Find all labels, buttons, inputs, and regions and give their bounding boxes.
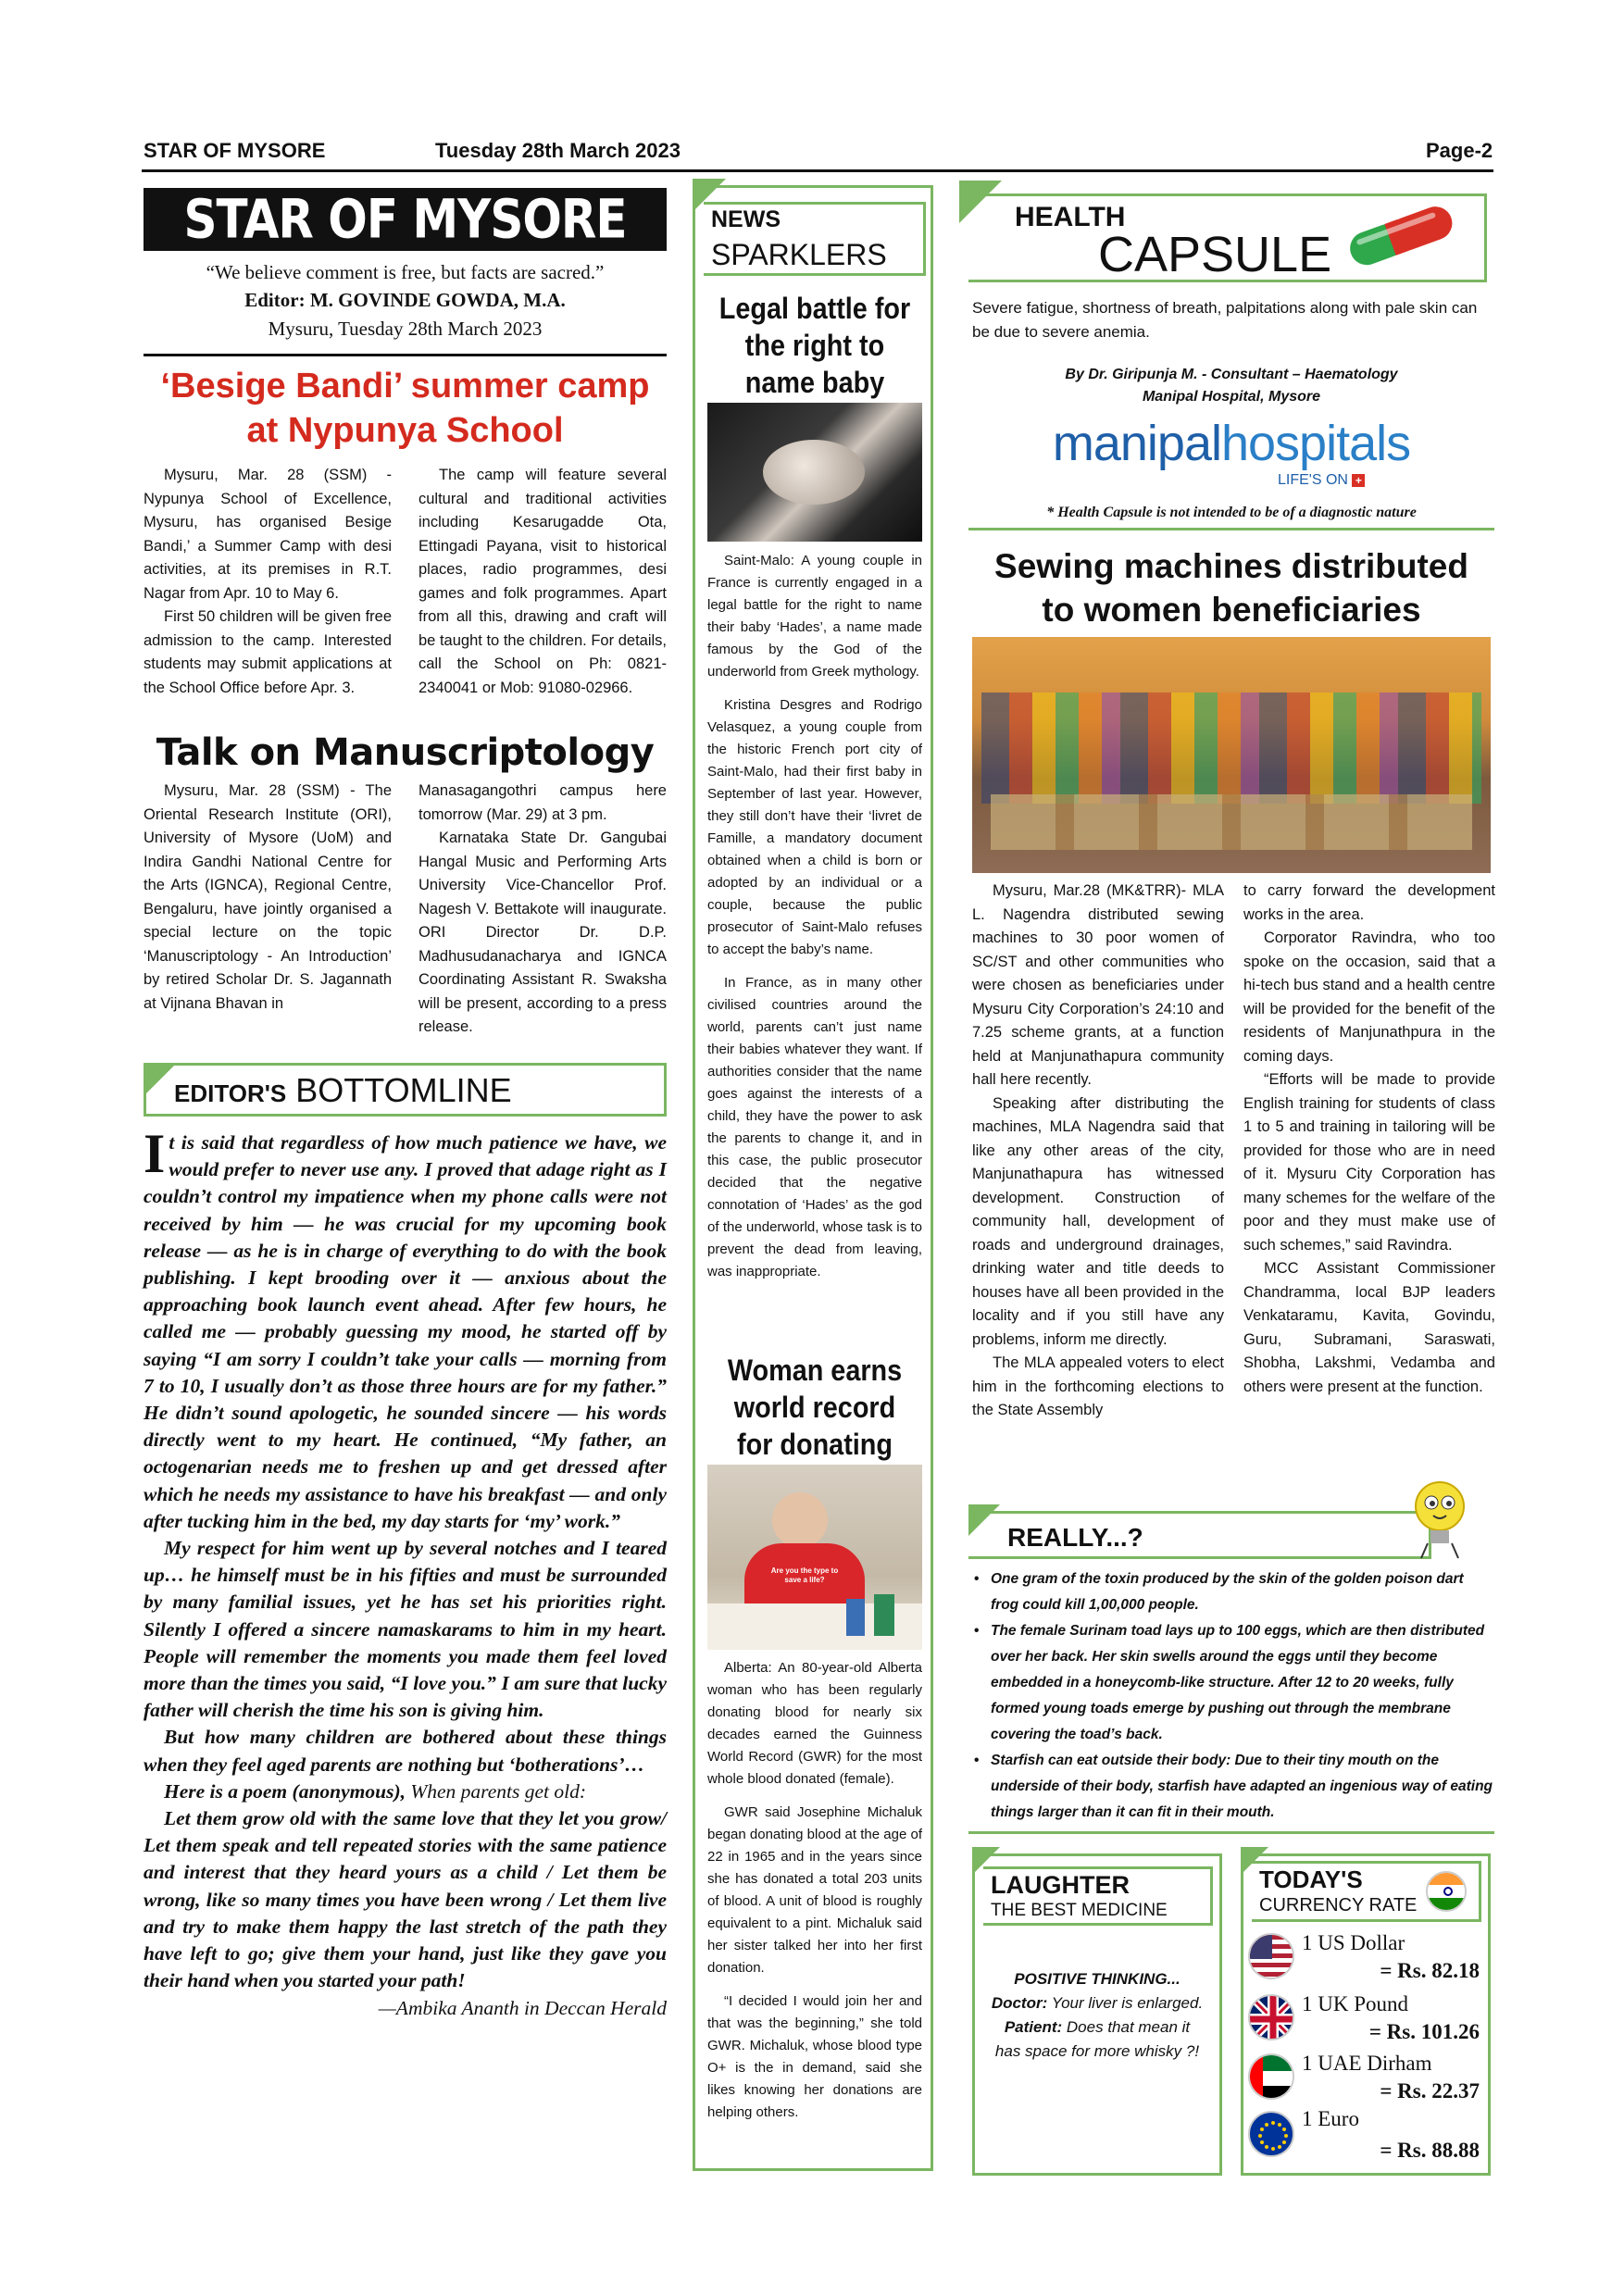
plus-icon: + [1352, 474, 1365, 487]
editorial-credit: —Ambika Ananth in Deccan Herald [378, 1996, 667, 2019]
editorial-poem: Let them grow old with the same love that they let you grow/ Let them speak and tell repeated stories with the same patience and interest that they heard yours as a child / Let them be wrong, like so many times you have been wrong / Let them live and try to make them happy the last stretch of the path they have left to go; give them your hand, just like they gave you their hand when you started your path! [144, 1807, 667, 1992]
sewing-col2 [1243, 880, 1495, 1399]
sewing-col1-para: Speaking after distributing the machines, MLA Nagendra said that like any other areas of the city, Manjunathapura has witnessed development. Construction of community hall, development of roads and underground drainages, drinking water and title deeds to houses have all been provided in the locality and if you still have any problems, inform me directly. [972, 1094, 1224, 1348]
really-item: • The female Surinam toad lays up to 100 eggs, which are then distributed over her back. Her skin swells around the eggs until they become embedded in a honeycomb-like structure. After 12 to 20 weeks, fully formed young toads emerge by pushing out through the membrane covering the toad’s back. [974, 1618, 1493, 1748]
health-label-box [968, 193, 1487, 282]
lightbulb-mascot-icon [1407, 1477, 1472, 1560]
header-date: Tuesday 28th March 2023 [435, 139, 681, 162]
laughter-label-box [983, 1866, 1213, 1926]
editorial-dropcap: I [144, 1123, 166, 1184]
sewing-col1-para: The MLA appealed voters to elect him in the forthcoming elections to the State Assembly [972, 1354, 1224, 1418]
currency-row-name: 1 UAE Dirham [1302, 2052, 1432, 2075]
sewing-headline [968, 544, 1494, 631]
laughter-title: POSITIVE THINKING... [1014, 1970, 1181, 1988]
sewing-col1-para: Mysuru, Mar.28 (MK&TRR)- MLA L. Nagendra distributed sewing machines to 30 poor women of SC/ST and other communities who were chosen as beneficiaries under Mysuru City Corporation’s 24:10 and 7.25 scheme grants, at a function held at Manjunathapura community hall here recently. [972, 882, 1224, 1088]
editorial-poem-intro: Here is a poem (anonymous), When parents get old: [164, 1779, 587, 1803]
story2-col2-para: Manasagangothri campus here tomorrow (Mar. 29) at 3 pm. [418, 782, 667, 823]
currency-label-b: CURRENCY RATE [1259, 1895, 1418, 1915]
currency-row-value: = Rs. 101.26 [1368, 2020, 1480, 2043]
laughter-label-b: THE BEST MEDICINE [991, 1901, 1168, 1920]
manipal-logo [972, 415, 1491, 472]
laughter-patient-line: Patient: Does that mean it has space for more whisky ?! [994, 2018, 1200, 2060]
sewing-headline-line2: to women beneficiaries [1042, 591, 1421, 629]
header-rule [142, 169, 1493, 172]
masthead-title: STAR OF MYSORE [183, 188, 627, 251]
story1-col1 [144, 464, 392, 700]
laughter-label-a: LAUGHTER [991, 1871, 1130, 1899]
manipal-tagline: LIFE'S ON + [1278, 472, 1365, 489]
blood-donor-photo [707, 1465, 922, 1650]
sparkler2-body [707, 1657, 922, 2135]
sparkler2-headline: Woman earns world record for donating [727, 1354, 903, 1461]
sparkler1-body [707, 550, 922, 1294]
story1-headline [144, 364, 667, 453]
india-flag-icon [1426, 1871, 1467, 1912]
masthead-editor: Editor: M. GOVINDE GOWDA, M.A. [244, 289, 566, 311]
us-flag-icon [1248, 1933, 1294, 1979]
eu-flag-icon [1248, 2111, 1294, 2157]
sparklers-label-b: SPARKLERS [711, 238, 887, 271]
editorial-para: But how many children are bothered about these things when they feel aged parents are nothing but ‘botherations’… [144, 1726, 667, 1776]
editorial-para: My respect for him went up by several notches and I teared up… he himself must be in his fifties and must be surrounded by many familial issues, yet he has set his priorities right. Silently I offered a sincere namaskarams to him in my heart. People will remember the moments you made them feel loved more than the times you said, “I love you.” I am sure that lucky father will cherish the time his son is giving him. [144, 1537, 667, 1722]
currency-row-value: = Rs. 82.18 [1380, 1959, 1480, 1982]
editorial-label-box [144, 1063, 667, 1117]
sparkler2-para: “I decided I would join her and that was the beginning,” she told GWR. Michaluk, whose blood type O+ is the in demand, said she likes knowing her donations are helping others. [707, 1993, 922, 2120]
health-text: Severe fatigue, shortness of breath, palpitations along with pale skin can be due to severe anemia. [972, 299, 1478, 341]
laughter-doctor-line: Doctor: Your liver is enlarged. [991, 1994, 1204, 2012]
sparkler1-para: Kristina Desgres and Rodrigo Velasquez, a young couple from the historic French port city of Saint-Malo, had their first baby in September of last year. However, they still don’t have their ‘livret de Famille, a mandatory document obtained when a child is born or adopted by an individual or a couple, because the public prosecutor of Saint-Malo refuses to accept the baby’s name. [707, 697, 922, 957]
baby-photo [707, 403, 922, 542]
health-byline2: Manipal Hospital, Mysore [1142, 389, 1321, 405]
story1-headline-line1: ‘Besige Bandi’ summer camp [160, 367, 650, 406]
currency-row-name: 1 Euro [1302, 2107, 1359, 2130]
health-byline1: By Dr. Giripunja M. - Consultant – Haematology [1065, 367, 1398, 382]
editorial-body [144, 1123, 667, 2022]
editorial-label-b: BOTTOMLINE [295, 1071, 512, 1109]
editorial-para: It is said that regardless of how much patience we have, we would prefer to never use any. I proved that adage right as I couldn’t control my impatience when my phone calls were not received by him — he was crucial for my upcoming book release — as he is in charge of everything to do with the book publishing. I kept brooding over it — anxious about the approaching book launch event ahead. After few hours, he called me — probably guessing my mood, he started off by saying “I am sorry I couldn’t take your calls — morning from 7 to 10, I usually don’t as those three hours are for my father.” He didn’t sound apologetic, he sounded sincere — his words directly went to my heart. He continued, “My father, an octogenarian needs me to freshen up and get dressed after which he needs my assistance to have his breakfast — and only after tucking him in the bed, my day starts for ‘my’ work.” [144, 1123, 667, 1532]
masthead-rule [144, 354, 667, 356]
corner-flag-icon [144, 1063, 177, 1096]
sparklers-label [704, 202, 926, 276]
health-label-b: CAPSULE [1098, 227, 1332, 282]
laughter-joke [991, 1967, 1204, 2064]
really-rule [968, 1831, 1494, 1834]
uae-flag-icon [1248, 2053, 1294, 2100]
currency-row-value: = Rs. 88.88 [1380, 2139, 1480, 2162]
story2-col1-para: Mysuru, Mar. 28 (SSM) - The Oriental Research Institute (ORI), University of Mysore (UoM) and Indira Gandhi National Centre for the Arts (IGNCA), Regional Centre, Bengaluru, have jointly organised a special lecture on the topic ‘Manuscriptology - An Introduction’ by retired Scholar Dr. S. Jagannath at Vijnana Bhavan in [144, 782, 392, 1012]
currency-row-name: 1 UK Pound [1302, 1992, 1409, 2015]
currency-row-name: 1 US Dollar [1302, 1931, 1405, 1954]
manipal-logo-a: manipal [1052, 416, 1221, 471]
masthead-banner [144, 188, 667, 251]
sparkler1-headline: Legal battle for the right to name baby [718, 292, 911, 399]
sewing-col2-para: MCC Assistant Commissioner Chandramma, local BJP leaders Venkataramu, Kavita, Govindu, Guru, Subramani, Saraswati, Shobha, Lakshmi, Vedamba and others were present at the function. [1243, 1260, 1495, 1395]
story1-col1-para: Mysuru, Mar. 28 (SSM) - Nypunya School of Excellence, Mysuru, has organised Besige Bandi,’ a Summer Camp with desi activities, at its premises in R.T. Nagar from Apr. 10 to May 6. [144, 467, 392, 602]
sparklers-label-a: NEWS [711, 206, 781, 232]
masthead-dateline: Mysuru, Tuesday 28th March 2023 [268, 318, 543, 340]
donor-shirt-text: Are you the type to save a life? [770, 1566, 839, 1584]
story1-col2-para: The camp will feature several cultural and traditional activities including Kesarugadde Ota, Ettingadi Payana, visit to historical places, radio programmes, desi games and folk programmes. Apart from all this, drawing and craft will be taught to the children. For details, call the School on Ph: 0821-2340041 or Mob: 91080-02966. [418, 467, 667, 696]
really-item: • Starfish can eat outside their body: Due to their tiny mouth on the underside of their body, starfish have adapted an ingenious way of eating things larger than it can fit in their mouth. [974, 1748, 1493, 1826]
sewing-col2-para: to carry forward the development works in the area. [1243, 882, 1495, 923]
story2-col1 [144, 780, 392, 1016]
sparkler2-para: GWR said Josephine Michaluk began donating blood at the age of 22 in 1965 and in the years since she has donated a total 203 units of blood. A unit of blood is roughly equivalent to a pint. Michaluk said her sister talked her into her first donation. [707, 1804, 922, 1976]
really-list [974, 1566, 1493, 1826]
sparkler1-para: Saint-Malo: A young couple in France is currently engaged in a legal battle for the right to name their baby ‘Hades’, a name made famous by the God of the underworld from Greek mythology. [707, 553, 922, 680]
really-item: • One gram of the toxin produced by the skin of the golden poison dart frog could kill 1,00,000 people. [974, 1566, 1493, 1618]
health-label-a: HEALTH [1015, 202, 1126, 232]
story2-col2-para: Karnataka State Dr. Gangubai Hangal Music and Performing Arts University Vice-Chancellor Prof. Nagesh V. Bettakote will inaugurate. ORI Director Dr. D.P. Madhusudanacharya and IGNCA Coordinating Assistant R. Swaksha will be present, according to a press release. [418, 830, 667, 1035]
currency-label-a: TODAY'S [1259, 1866, 1363, 1893]
manipal-logo-b: hospitals [1220, 416, 1411, 471]
header-paper-name: STAR OF MYSORE [144, 139, 326, 162]
header-page-number: Page-2 [1426, 139, 1493, 162]
currency-row-value: = Rs. 22.37 [1380, 2079, 1480, 2103]
story2-col2 [418, 780, 667, 1040]
sewing-col2-para: “Efforts will be made to provide English training for students of class 1 to 5 and training in tailoring will be provided for those who are in need of it. Mysuru City Corporation has many schemes for the welfare of the poor and they must make use of such schemes,” said Ravindra. [1243, 1071, 1495, 1254]
masthead-motto: “We believe comment is free, but facts are sacred.” [206, 261, 605, 283]
health-disclaimer: * Health Capsule is not intended to be of a diagnostic nature [1046, 505, 1417, 520]
story1-headline-line2: at Nypunya School [246, 411, 564, 450]
health-rule [968, 528, 1494, 530]
story1-col1-para: First 50 children will be given free admission to the camp. Interested students may submit applications at the School Office before Apr. 3. [144, 608, 392, 696]
sparkler2-para: Alberta: An 80-year-old Alberta woman who has been regularly donating blood for nearly six decades earned the Guinness World Record (GWR) for the most whole blood donated (female). [707, 1660, 922, 1787]
editorial-label-a: EDITOR'S [174, 1079, 287, 1107]
sewing-group-photo [972, 637, 1491, 873]
sewing-col1 [972, 880, 1224, 1423]
really-label-box [968, 1511, 1431, 1559]
sparkler1-para: In France, as in many other civilised countries around the world, parents can’t just name their babies whatever they want. If authorities consider that the name goes against the interests of a child, they have the power to ask the parents to change it, and in this case, the public prosecutor decided that the negative connotation of ‘Hades’ as the god of the underworld, whose task is to prevent the dead from leaving, was inappropriate. [707, 975, 922, 1279]
pill-capsule-icon [1339, 189, 1478, 281]
sewing-headline-line1: Sewing machines distributed [994, 547, 1468, 585]
uk-flag-icon [1248, 1994, 1294, 2040]
sewing-col2-para: Corporator Ravindra, who too spoke on the occasion, said that a hi-tech bus stand and a health centre will be provided for the benefit of the residents of Manjunathpura in the coming days. [1243, 930, 1495, 1065]
story1-col2 [418, 464, 667, 700]
currency-label-box [1252, 1861, 1481, 1922]
story2-headline: Talk on Manuscriptology [156, 731, 655, 774]
really-label: REALLY...? [1007, 1523, 1143, 1552]
